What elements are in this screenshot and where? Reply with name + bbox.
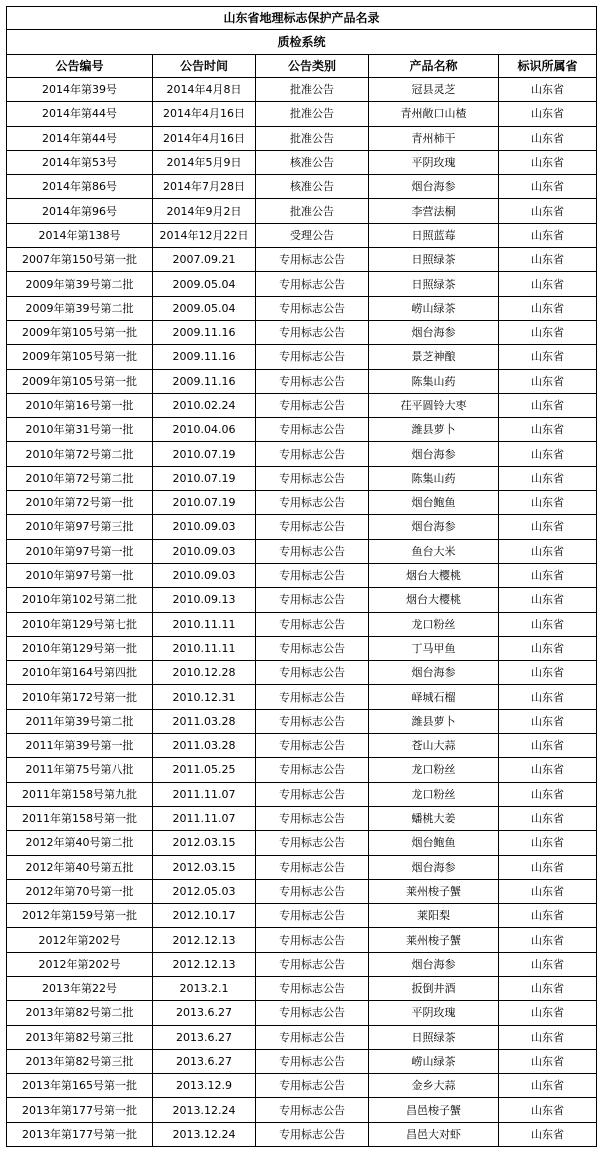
- cell-announcement-type: 核准公告: [256, 150, 369, 174]
- cell-announcement-date: 2014年12月22日: [153, 223, 256, 247]
- header-announcement-date: 公告时间: [153, 55, 256, 78]
- cell-product-name: 崂山绿茶: [369, 1049, 499, 1073]
- table-row: [7, 150, 597, 174]
- table-row: [7, 1049, 597, 1073]
- table-row: [7, 879, 597, 903]
- cell-announcement-type: 专用标志公告: [256, 928, 369, 952]
- cell-product-name: 烟台海参: [369, 952, 499, 976]
- cell-announcement-type: 专用标志公告: [256, 1001, 369, 1025]
- table-row: [7, 709, 597, 733]
- cell-announcement-date: 2009.11.16: [153, 369, 256, 393]
- cell-province: 山东省: [499, 1074, 597, 1098]
- cell-announcement-no: 2013年第22号: [7, 976, 153, 1000]
- cell-announcement-type: 专用标志公告: [256, 806, 369, 830]
- cell-announcement-date: 2010.07.19: [153, 491, 256, 515]
- cell-announcement-no: 2007年第150号第一批: [7, 248, 153, 272]
- cell-province: 山东省: [499, 636, 597, 660]
- cell-announcement-date: 2012.10.17: [153, 904, 256, 928]
- table-row: [7, 563, 597, 587]
- cell-province: 山东省: [499, 1098, 597, 1122]
- cell-product-name: 冠县灵芝: [369, 78, 499, 102]
- cell-announcement-type: 专用标志公告: [256, 1025, 369, 1049]
- cell-announcement-date: 2012.03.15: [153, 831, 256, 855]
- cell-province: 山东省: [499, 126, 597, 150]
- cell-province: 山东省: [499, 1049, 597, 1073]
- cell-announcement-no: 2009年第105号第一批: [7, 369, 153, 393]
- cell-province: 山东省: [499, 855, 597, 879]
- cell-announcement-date: 2013.6.27: [153, 1025, 256, 1049]
- cell-announcement-date: 2014年9月2日: [153, 199, 256, 223]
- cell-announcement-type: 专用标志公告: [256, 758, 369, 782]
- table-row: [7, 661, 597, 685]
- cell-product-name: 青州敞口山楂: [369, 102, 499, 126]
- cell-province: 山东省: [499, 1001, 597, 1025]
- cell-announcement-date: 2014年5月9日: [153, 150, 256, 174]
- table-row: [7, 734, 597, 758]
- cell-announcement-date: 2014年4月16日: [153, 102, 256, 126]
- table-row: [7, 126, 597, 150]
- table-row: [7, 952, 597, 976]
- table-row: [7, 976, 597, 1000]
- cell-announcement-date: 2010.12.28: [153, 661, 256, 685]
- cell-announcement-date: 2009.11.16: [153, 320, 256, 344]
- cell-announcement-type: 批准公告: [256, 78, 369, 102]
- table-row: [7, 175, 597, 199]
- cell-announcement-type: 专用标志公告: [256, 515, 369, 539]
- cell-product-name: 烟台大樱桃: [369, 563, 499, 587]
- cell-announcement-no: 2011年第39号第一批: [7, 734, 153, 758]
- table-row: [7, 199, 597, 223]
- table-row: [7, 223, 597, 247]
- cell-announcement-date: 2014年4月8日: [153, 78, 256, 102]
- cell-announcement-date: 2010.11.11: [153, 636, 256, 660]
- cell-announcement-type: 专用标志公告: [256, 1049, 369, 1073]
- table-row: [7, 539, 597, 563]
- cell-announcement-type: 专用标志公告: [256, 296, 369, 320]
- cell-announcement-type: 专用标志公告: [256, 831, 369, 855]
- cell-announcement-type: 专用标志公告: [256, 345, 369, 369]
- cell-province: 山东省: [499, 685, 597, 709]
- cell-announcement-date: 2012.12.13: [153, 952, 256, 976]
- table-row: [7, 928, 597, 952]
- cell-product-name: 潍县萝卜: [369, 418, 499, 442]
- table-row: [7, 272, 597, 296]
- cell-province: 山东省: [499, 588, 597, 612]
- cell-announcement-date: 2010.02.24: [153, 393, 256, 417]
- cell-announcement-no: 2013年第82号第三批: [7, 1025, 153, 1049]
- cell-announcement-date: 2010.07.19: [153, 442, 256, 466]
- cell-announcement-no: 2013年第177号第一批: [7, 1098, 153, 1122]
- cell-province: 山东省: [499, 223, 597, 247]
- table-row: [7, 758, 597, 782]
- cell-announcement-type: 专用标志公告: [256, 588, 369, 612]
- cell-announcement-no: 2012年第40号第二批: [7, 831, 153, 855]
- cell-announcement-no: 2014年第44号: [7, 102, 153, 126]
- cell-announcement-no: 2010年第97号第一批: [7, 563, 153, 587]
- cell-announcement-type: 专用标志公告: [256, 272, 369, 296]
- cell-announcement-no: 2011年第158号第九批: [7, 782, 153, 806]
- cell-province: 山东省: [499, 393, 597, 417]
- cell-province: 山东省: [499, 879, 597, 903]
- cell-province: 山东省: [499, 320, 597, 344]
- cell-announcement-type: 专用标志公告: [256, 466, 369, 490]
- cell-product-name: 莱州梭子蟹: [369, 879, 499, 903]
- cell-product-name: 烟台海参: [369, 515, 499, 539]
- cell-province: 山东省: [499, 248, 597, 272]
- cell-announcement-type: 专用标志公告: [256, 952, 369, 976]
- cell-announcement-no: 2012年第202号: [7, 928, 153, 952]
- cell-province: 山东省: [499, 345, 597, 369]
- cell-announcement-no: 2009年第105号第一批: [7, 320, 153, 344]
- table-row: [7, 418, 597, 442]
- cell-province: 山东省: [499, 734, 597, 758]
- cell-product-name: 平阴玫瑰: [369, 1001, 499, 1025]
- cell-province: 山东省: [499, 806, 597, 830]
- table-row: [7, 515, 597, 539]
- cell-province: 山东省: [499, 369, 597, 393]
- cell-announcement-type: 专用标志公告: [256, 1122, 369, 1146]
- table-row: [7, 393, 597, 417]
- cell-announcement-no: 2010年第72号第二批: [7, 442, 153, 466]
- cell-product-name: 茌平圆铃大枣: [369, 393, 499, 417]
- cell-product-name: 陈集山药: [369, 466, 499, 490]
- cell-product-name: 李营法桐: [369, 199, 499, 223]
- cell-announcement-date: 2013.12.24: [153, 1122, 256, 1146]
- cell-product-name: 崂山绿茶: [369, 296, 499, 320]
- cell-province: 山东省: [499, 1122, 597, 1146]
- cell-product-name: 烟台海参: [369, 661, 499, 685]
- cell-province: 山东省: [499, 78, 597, 102]
- cell-announcement-no: 2014年第86号: [7, 175, 153, 199]
- cell-product-name: 莱州梭子蟹: [369, 928, 499, 952]
- cell-announcement-date: 2013.12.24: [153, 1098, 256, 1122]
- table-row: [7, 1001, 597, 1025]
- cell-announcement-no: 2009年第105号第一批: [7, 345, 153, 369]
- table-row: [7, 102, 597, 126]
- cell-province: 山东省: [499, 491, 597, 515]
- cell-announcement-no: 2011年第75号第八批: [7, 758, 153, 782]
- cell-product-name: 平阴玫瑰: [369, 150, 499, 174]
- cell-product-name: 日照绿茶: [369, 248, 499, 272]
- cell-announcement-no: 2014年第96号: [7, 199, 153, 223]
- cell-announcement-date: 2010.11.11: [153, 612, 256, 636]
- table-row: [7, 78, 597, 102]
- cell-announcement-no: 2010年第129号第一批: [7, 636, 153, 660]
- cell-announcement-no: 2010年第102号第二批: [7, 588, 153, 612]
- cell-announcement-no: 2010年第97号第一批: [7, 539, 153, 563]
- cell-province: 山东省: [499, 661, 597, 685]
- cell-announcement-type: 专用标志公告: [256, 1074, 369, 1098]
- cell-announcement-no: 2013年第165号第一批: [7, 1074, 153, 1098]
- cell-announcement-date: 2010.09.03: [153, 563, 256, 587]
- cell-announcement-date: 2010.09.13: [153, 588, 256, 612]
- cell-announcement-no: 2010年第97号第三批: [7, 515, 153, 539]
- cell-announcement-type: 专用标志公告: [256, 393, 369, 417]
- cell-product-name: 烟台大樱桃: [369, 588, 499, 612]
- cell-announcement-no: 2013年第82号第三批: [7, 1049, 153, 1073]
- table-row: [7, 1025, 597, 1049]
- cell-product-name: 莱阳梨: [369, 904, 499, 928]
- table-row: [7, 320, 597, 344]
- cell-announcement-no: 2012年第40号第五批: [7, 855, 153, 879]
- cell-announcement-date: 2010.07.19: [153, 466, 256, 490]
- cell-announcement-date: 2011.03.28: [153, 709, 256, 733]
- cell-province: 山东省: [499, 831, 597, 855]
- table-row: [7, 442, 597, 466]
- cell-product-name: 苍山大蒜: [369, 734, 499, 758]
- cell-province: 山东省: [499, 709, 597, 733]
- cell-announcement-date: 2011.11.07: [153, 782, 256, 806]
- cell-announcement-date: 2012.03.15: [153, 855, 256, 879]
- cell-province: 山东省: [499, 150, 597, 174]
- cell-announcement-no: 2014年第44号: [7, 126, 153, 150]
- cell-product-name: 日照蓝莓: [369, 223, 499, 247]
- cell-announcement-type: 批准公告: [256, 126, 369, 150]
- cell-announcement-no: 2010年第31号第一批: [7, 418, 153, 442]
- cell-announcement-type: 专用标志公告: [256, 539, 369, 563]
- cell-announcement-no: 2011年第39号第二批: [7, 709, 153, 733]
- cell-announcement-no: 2011年第158号第一批: [7, 806, 153, 830]
- cell-announcement-type: 专用标志公告: [256, 563, 369, 587]
- table-row: [7, 806, 597, 830]
- cell-announcement-type: 专用标志公告: [256, 879, 369, 903]
- cell-announcement-type: 专用标志公告: [256, 685, 369, 709]
- header-product-name: 产品名称: [369, 55, 499, 78]
- table-row: [7, 491, 597, 515]
- cell-announcement-no: 2012年第70号第一批: [7, 879, 153, 903]
- table-row: [7, 466, 597, 490]
- table-row: [7, 1098, 597, 1122]
- cell-product-name: 日照绿茶: [369, 1025, 499, 1049]
- table-row: [7, 1122, 597, 1146]
- cell-province: 山东省: [499, 199, 597, 223]
- cell-province: 山东省: [499, 418, 597, 442]
- table-body: [7, 78, 597, 1147]
- cell-announcement-no: 2010年第129号第七批: [7, 612, 153, 636]
- cell-announcement-no: 2010年第172号第一批: [7, 685, 153, 709]
- cell-announcement-type: 专用标志公告: [256, 855, 369, 879]
- cell-province: 山东省: [499, 102, 597, 126]
- cell-product-name: 青州柿干: [369, 126, 499, 150]
- cell-announcement-type: 专用标志公告: [256, 904, 369, 928]
- cell-announcement-type: 批准公告: [256, 199, 369, 223]
- cell-product-name: 烟台鲍鱼: [369, 831, 499, 855]
- product-list-table: [6, 6, 597, 1147]
- cell-product-name: 烟台海参: [369, 175, 499, 199]
- cell-announcement-date: 2014年4月16日: [153, 126, 256, 150]
- header-row: [7, 55, 597, 78]
- cell-announcement-date: 2009.11.16: [153, 345, 256, 369]
- cell-announcement-type: 专用标志公告: [256, 442, 369, 466]
- cell-product-name: 昌邑大对虾: [369, 1122, 499, 1146]
- table-row: [7, 296, 597, 320]
- cell-announcement-no: 2014年第138号: [7, 223, 153, 247]
- cell-announcement-no: 2013年第177号第一批: [7, 1122, 153, 1146]
- table-row: [7, 1074, 597, 1098]
- cell-province: 山东省: [499, 539, 597, 563]
- cell-announcement-type: 专用标志公告: [256, 491, 369, 515]
- cell-announcement-type: 受理公告: [256, 223, 369, 247]
- cell-announcement-type: 专用标志公告: [256, 612, 369, 636]
- cell-product-name: 烟台海参: [369, 320, 499, 344]
- cell-province: 山东省: [499, 928, 597, 952]
- cell-announcement-date: 2013.6.27: [153, 1001, 256, 1025]
- header-province: 标识所属省: [499, 55, 597, 78]
- cell-product-name: 昌邑梭子蟹: [369, 1098, 499, 1122]
- cell-announcement-date: 2010.12.31: [153, 685, 256, 709]
- cell-announcement-no: 2010年第164号第四批: [7, 661, 153, 685]
- cell-product-name: 陈集山药: [369, 369, 499, 393]
- cell-product-name: 丁马甲鱼: [369, 636, 499, 660]
- cell-province: 山东省: [499, 442, 597, 466]
- cell-product-name: 烟台海参: [369, 442, 499, 466]
- cell-announcement-no: 2012年第159号第一批: [7, 904, 153, 928]
- cell-announcement-type: 专用标志公告: [256, 782, 369, 806]
- table-row: [7, 782, 597, 806]
- cell-announcement-type: 专用标志公告: [256, 661, 369, 685]
- cell-announcement-date: 2007.09.21: [153, 248, 256, 272]
- cell-announcement-date: 2010.09.03: [153, 539, 256, 563]
- cell-product-name: 龙口粉丝: [369, 782, 499, 806]
- header-announcement-no: 公告编号: [7, 55, 153, 78]
- cell-announcement-date: 2013.6.27: [153, 1049, 256, 1073]
- table-row: [7, 248, 597, 272]
- cell-announcement-type: 专用标志公告: [256, 976, 369, 1000]
- table-row: [7, 904, 597, 928]
- table-row: [7, 831, 597, 855]
- cell-product-name: 日照绿茶: [369, 272, 499, 296]
- cell-province: 山东省: [499, 758, 597, 782]
- cell-announcement-type: 专用标志公告: [256, 636, 369, 660]
- cell-announcement-no: 2012年第202号: [7, 952, 153, 976]
- cell-announcement-date: 2011.05.25: [153, 758, 256, 782]
- cell-province: 山东省: [499, 952, 597, 976]
- cell-announcement-date: 2012.05.03: [153, 879, 256, 903]
- cell-province: 山东省: [499, 515, 597, 539]
- cell-product-name: 景芝神酿: [369, 345, 499, 369]
- cell-product-name: 鱼台大米: [369, 539, 499, 563]
- cell-announcement-date: 2013.2.1: [153, 976, 256, 1000]
- cell-product-name: 烟台海参: [369, 855, 499, 879]
- cell-province: 山东省: [499, 1025, 597, 1049]
- cell-announcement-date: 2011.11.07: [153, 806, 256, 830]
- cell-announcement-no: 2010年第72号第二批: [7, 466, 153, 490]
- cell-product-name: 龙口粉丝: [369, 758, 499, 782]
- cell-announcement-date: 2012.12.13: [153, 928, 256, 952]
- cell-announcement-type: 专用标志公告: [256, 248, 369, 272]
- cell-announcement-date: 2014年7月28日: [153, 175, 256, 199]
- cell-product-name: 扳倒井酒: [369, 976, 499, 1000]
- cell-announcement-type: 核准公告: [256, 175, 369, 199]
- cell-product-name: 潍县萝卜: [369, 709, 499, 733]
- cell-announcement-no: 2013年第82号第二批: [7, 1001, 153, 1025]
- cell-announcement-type: 专用标志公告: [256, 369, 369, 393]
- cell-announcement-no: 2014年第39号: [7, 78, 153, 102]
- cell-announcement-no: 2010年第72号第一批: [7, 491, 153, 515]
- cell-announcement-type: 专用标志公告: [256, 320, 369, 344]
- cell-province: 山东省: [499, 976, 597, 1000]
- header-announcement-type: 公告类别: [256, 55, 369, 78]
- cell-product-name: 金乡大蒜: [369, 1074, 499, 1098]
- cell-announcement-date: 2011.03.28: [153, 734, 256, 758]
- cell-announcement-date: 2013.12.9: [153, 1074, 256, 1098]
- cell-announcement-no: 2009年第39号第二批: [7, 296, 153, 320]
- cell-province: 山东省: [499, 612, 597, 636]
- cell-product-name: 烟台鲍鱼: [369, 491, 499, 515]
- cell-announcement-type: 专用标志公告: [256, 1098, 369, 1122]
- table-row: [7, 685, 597, 709]
- cell-announcement-date: 2010.09.03: [153, 515, 256, 539]
- cell-announcement-date: 2009.05.04: [153, 272, 256, 296]
- cell-announcement-date: 2010.04.06: [153, 418, 256, 442]
- cell-announcement-type: 专用标志公告: [256, 734, 369, 758]
- table-title: 山东省地理标志保护产品名录: [7, 7, 597, 30]
- cell-province: 山东省: [499, 904, 597, 928]
- cell-product-name: 龙口粉丝: [369, 612, 499, 636]
- table-row: [7, 636, 597, 660]
- cell-announcement-type: 批准公告: [256, 102, 369, 126]
- cell-province: 山东省: [499, 296, 597, 320]
- cell-province: 山东省: [499, 272, 597, 296]
- cell-province: 山东省: [499, 466, 597, 490]
- cell-product-name: 峄城石榴: [369, 685, 499, 709]
- cell-province: 山东省: [499, 175, 597, 199]
- cell-announcement-type: 专用标志公告: [256, 709, 369, 733]
- cell-announcement-no: 2010年第16号第一批: [7, 393, 153, 417]
- cell-product-name: 蟠桃大姜: [369, 806, 499, 830]
- cell-announcement-date: 2009.05.04: [153, 296, 256, 320]
- table-subtitle: 质检系统: [7, 30, 597, 55]
- table-row: [7, 855, 597, 879]
- table-row: [7, 345, 597, 369]
- table-row: [7, 369, 597, 393]
- table-row: [7, 588, 597, 612]
- cell-province: 山东省: [499, 782, 597, 806]
- cell-announcement-no: 2009年第39号第二批: [7, 272, 153, 296]
- cell-announcement-no: 2014年第53号: [7, 150, 153, 174]
- cell-province: 山东省: [499, 563, 597, 587]
- table-row: [7, 612, 597, 636]
- cell-announcement-type: 专用标志公告: [256, 418, 369, 442]
